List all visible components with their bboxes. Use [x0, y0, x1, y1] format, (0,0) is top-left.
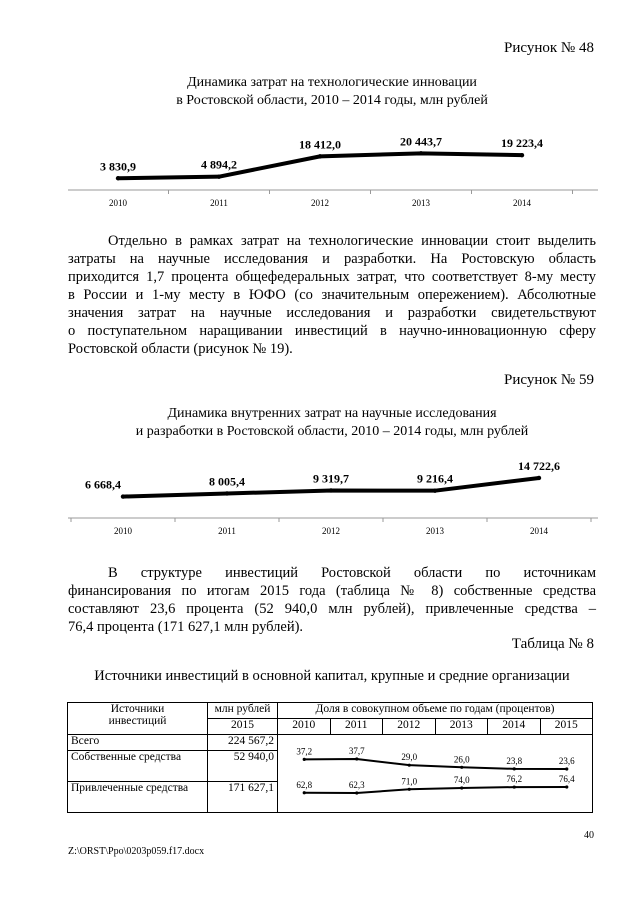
- share-label: 23,6: [558, 756, 575, 766]
- header-source-line-2: инвестиций: [108, 715, 167, 727]
- share-label: 29,0: [401, 752, 418, 763]
- data-label: 6 668,4: [85, 477, 121, 492]
- share-point: [565, 767, 568, 770]
- x-tick-label: 2011: [218, 526, 236, 536]
- header-year: 2011: [330, 719, 383, 735]
- figure-2-label: Рисунок № 59: [504, 372, 594, 388]
- table-row: [68, 735, 593, 751]
- data-point: [217, 174, 221, 178]
- data-point: [225, 491, 229, 495]
- row-value: 224 567,2: [208, 735, 278, 751]
- x-tick-label: 2013: [412, 198, 430, 208]
- table-title: Источники инвестиций в основной капитал, крупные и средние организации: [94, 668, 570, 684]
- row-value: 171 627,1: [208, 782, 278, 813]
- paragraph-1-line-7: Ростовской области (рисунок № 19).: [68, 341, 293, 357]
- figure-2-title-line-2: и разработки в Ростовской области, 2010 – 2014 годы, млн рублей: [135, 424, 529, 439]
- data-point: [537, 476, 541, 480]
- share-chart-cell: [278, 735, 593, 813]
- figure-1-title-line-1: Динамика затрат на технологические инновации: [187, 75, 477, 90]
- x-tick-label: 2010: [114, 526, 132, 536]
- paragraph-1-line-4: в России и 1-му месту в ЮФО (со значительным опережением). Абсолютные: [68, 287, 596, 303]
- data-label: 20 443,7: [400, 134, 442, 149]
- header-year: 2010: [278, 719, 331, 735]
- header-mln: млн рублей: [208, 703, 278, 719]
- share-label: 26,0: [453, 754, 470, 765]
- share-series-line: [304, 787, 567, 793]
- x-tick-label: 2011: [210, 198, 228, 208]
- x-tick-label: 2012: [322, 526, 340, 536]
- file-path: Z:\ORST\Ppo\0203p059.f17.docx: [68, 846, 205, 857]
- share-point: [565, 785, 568, 788]
- share-line-chart: [278, 735, 593, 799]
- paragraph-1-line-5: значения затрат на научные исследования и разработки свидетельствуют: [68, 305, 596, 321]
- x-tick-label: 2012: [311, 198, 329, 208]
- paragraph-2: [68, 564, 596, 636]
- figure-2-chart: [68, 450, 598, 550]
- data-label: 3 830,9: [100, 159, 136, 174]
- share-series-line: [304, 759, 567, 769]
- x-tick-label: 2013: [426, 526, 444, 536]
- share-label: 62,3: [348, 780, 365, 790]
- header-year: 2012: [383, 719, 436, 735]
- data-label: 14 722,6: [518, 458, 560, 473]
- share-label: 76,2: [506, 774, 523, 785]
- share-point: [513, 785, 516, 788]
- row-name: Всего: [68, 735, 208, 751]
- share-label: 76,4: [558, 774, 575, 784]
- share-label: 62,8: [296, 779, 313, 790]
- figure-2-title-line-1: Динамика внутренних затрат на научные исследования: [167, 406, 497, 421]
- data-point: [419, 151, 423, 155]
- table-header-row-1: [68, 703, 593, 719]
- row-name: Собственные средства: [68, 751, 208, 782]
- share-label: 74,0: [453, 775, 470, 786]
- paragraph-1-line-2: затраты на научные исследования и разработки. На Ростовскую область: [68, 251, 596, 267]
- data-point: [520, 153, 524, 157]
- share-point: [460, 766, 463, 769]
- figure-1-label: Рисунок № 48: [504, 40, 594, 56]
- paragraph-2-line-2: финансирования по итогам 2015 года (таблица № 8) собственные средства: [68, 583, 596, 599]
- data-label: 9 319,7: [313, 471, 349, 486]
- paragraph-2-line-4: 76,4 процента (171 627,1 млн рублей).: [68, 619, 304, 635]
- data-point: [116, 176, 120, 180]
- share-point: [303, 791, 306, 794]
- paragraph-1: [68, 232, 596, 358]
- data-point: [121, 494, 125, 498]
- data-point: [318, 154, 322, 158]
- header-share: Доля в совокупном объеме по годам (процентов): [278, 703, 593, 719]
- paragraph-1-line-6: о поступательном наращивании инвестиций в научно-инновационную сферу: [68, 323, 596, 339]
- data-label: 18 412,0: [299, 137, 341, 152]
- x-tick-label: 2010: [109, 198, 127, 208]
- figure-2-title: [0, 405, 640, 441]
- header-year: 2015: [540, 719, 593, 735]
- share-point: [408, 764, 411, 767]
- header-year: 2013: [435, 719, 488, 735]
- header-source: [68, 703, 208, 735]
- row-value: 52 940,0: [208, 751, 278, 782]
- row-name: Привлеченные средства: [68, 782, 208, 813]
- share-point: [460, 786, 463, 789]
- header-mln-year: 2015: [208, 719, 278, 735]
- share-point: [303, 758, 306, 761]
- header-year: 2014: [488, 719, 541, 735]
- page-number: 40: [584, 830, 594, 841]
- x-tick-label: 2014: [513, 198, 531, 208]
- share-point: [355, 791, 358, 794]
- figure-1-chart: [68, 120, 598, 220]
- data-label: 8 005,4: [209, 474, 245, 489]
- figure-1-title-line-2: в Ростовской области, 2010 – 2014 годы, млн рублей: [176, 93, 488, 108]
- header-source-line-1: Источники: [110, 703, 165, 715]
- paragraph-1-line-3: приходится 1,7 процента общефедеральных затрат, что соответствует 8-му месту: [68, 269, 596, 285]
- x-tick-label: 2014: [530, 526, 548, 536]
- figure-1-title: [0, 74, 640, 110]
- share-label: 71,0: [401, 776, 418, 787]
- share-label: 37,2: [296, 746, 313, 757]
- data-label: 9 216,4: [417, 471, 453, 486]
- paragraph-2-line-1: В структуре инвестиций Ростовской области по источникам: [108, 565, 596, 581]
- share-label: 37,7: [348, 746, 365, 756]
- share-point: [513, 767, 516, 770]
- share-point: [408, 788, 411, 791]
- paragraph-2-line-3: составляют 23,6 процента (52 940,0 млн рублей), привлеченные средства –: [68, 601, 596, 617]
- data-point: [329, 488, 333, 492]
- paragraph-1-line-1: Отдельно в рамках затрат на технологические инновации стоит выделить: [108, 233, 596, 249]
- investment-sources-table: [67, 702, 593, 813]
- data-label: 19 223,4: [501, 136, 543, 151]
- share-point: [355, 757, 358, 760]
- data-label: 4 894,2: [201, 157, 237, 172]
- share-label: 23,8: [506, 755, 523, 766]
- data-point: [433, 488, 437, 492]
- table-label: Таблица № 8: [511, 636, 594, 652]
